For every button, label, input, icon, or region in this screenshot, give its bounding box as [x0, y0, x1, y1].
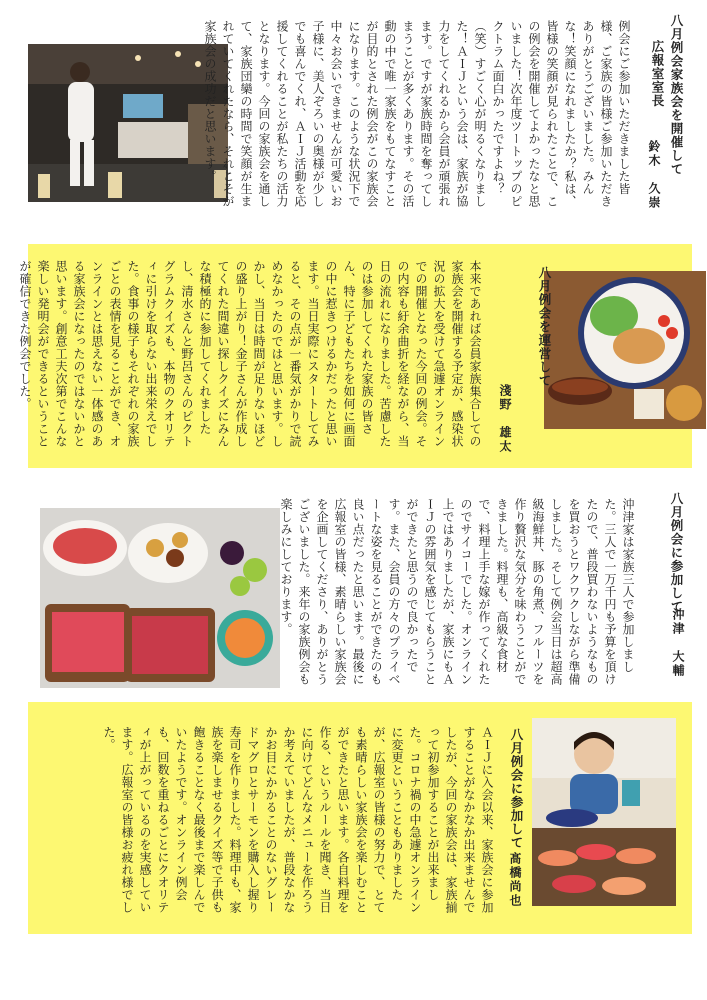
author-name: 淺野 雄太 — [498, 384, 512, 454]
section-participant-report-takahashi — [28, 702, 692, 934]
author-title: 広報室室長 — [650, 40, 665, 108]
article-body: 例会にご参加いただきました皆様、ご家族の皆様ご参加いただきありがとうございました。みんな！笑顔になれましたか？私は、皆様の笑顔が見られたことで、この例会を開催してよかったなと思いました！次年度ツートップのピクトラム面白かったですよね？（笑）すごく心が明るくなりました！ＡＩＪという会は、家族が協力をしてくれるから会員が頑張れます。ですが家族時間を奪ってしまうことが多くあります。その活動の中で唯一家族をもてなすことが目的とされた例会がこの家族会になります。このような状況下で中々お会いできませんが可愛いお子様に、美人ぞろいの奥様が少しでも喜んでくれ、ＡＩＪ活動を応援してくれることが私たちの活力となります。今回の家族会を通して、家族団欒の時間で笑顔が生まれていてくれたなら、それこそが家族会の成功だと思います。 — [203, 20, 631, 208]
heading: 八月例会に参加して — [509, 728, 524, 850]
photo-seafood-feast — [40, 508, 280, 688]
section-participant-report-okitsu — [0, 478, 707, 702]
heading: 八月例会を運営して — [537, 266, 552, 388]
heading: 八月例会家族会を開催して — [669, 14, 684, 176]
author-name: 髙橋尚也 — [508, 852, 522, 908]
article-body: 本来であれば会員家族集合しての家族会を開催する予定が、感染状況の拡大を受けて急遽オンラインでの開催となった今回の例会。その内容も紆余曲折を経ながら、当日の流れになりました。苦慮したのは参加してくれた家族の皆さん、特に子どもたちを如何に画面の中に惹きつけるかだったと思います。当日実際にスタートしてみると、その点が一番気がかりで読めなかったのではと思います。しかし、当日は時間が足りないほどの盛り上がり！金子さんが作成してくれた間違い探しクイズにみんな積極的に参加してくれましたし、清水さんと野呂さんのピクトグラムクイズも、本物のクオリティに引けを取らない出来栄えでした。食事の様子もそれぞれの家族ごとの表情を見ることができ、オンラインとは思えない一体感のある家族会になったのではないかと思います。創意工夫次第でこんな楽しい発明会ができるということが確信できた例会でした。 — [18, 260, 482, 448]
author-name: 鈴木 久崇 — [647, 140, 661, 210]
article-body: 沖津家は家族三人で参加しました。三人で一万千円も予算を頂けたので、普段買わないようなものを買おうとワクワクしながら準備しました。そして例会当日は超高級海鮮丼、豚の角煮、フルーツを作り贅沢な気分を味わうことができました。料理も、高級な食材で、料理上手な嫁が作ってくれたのでサイコーでした。オンライン上ではありましたが、家族にもＡＩＪの雰囲気を感じてもらうことができたと思うので良かったです。また、会員の方々のプライベートな姿を見ることができたのも良い点だったと思います。最後に広報室の皆様、素晴らしい家族会を企画してくださり、ありがとうございました。来年の家族例会も楽しみにしております。 — [279, 498, 635, 686]
section-organizer-report — [18, 244, 692, 468]
author-name: 沖津 大輔 — [671, 608, 685, 678]
photo-party-venue — [28, 44, 228, 202]
photo-child-with-sushi — [532, 718, 676, 906]
section-party-report — [0, 0, 707, 230]
heading: 八月例会に参加して — [669, 492, 684, 614]
article-body: ＡＩＪに入会以来、家族会に参加することがなかなか出来ませんでしたが、今回の家族会は、家族揃って初参加することが出来ました。コロナ禍の中急遽オンラインに変更ということもありましたが、広報室の皆様の努力で、とても素晴らしい家族会を楽しむことができたと思います。各自料理を作る、というルールを聞き、当日に向けてどんなメニューを作ろうか考えていましたが、普段なかなかお目にかかることのないグレードマグロとサーモンを購入し握り寿司を作りました。料理中も、家族を楽しませるクイズ等で子供も飽きることなく最後まで楽しんでいたようです。オンライン例会も、回数を重ねるごとにクオリティが上がっているのを実感しています。広報室の皆様お疲れ様でした。 — [102, 726, 494, 914]
photo-meal-plate — [544, 271, 706, 429]
